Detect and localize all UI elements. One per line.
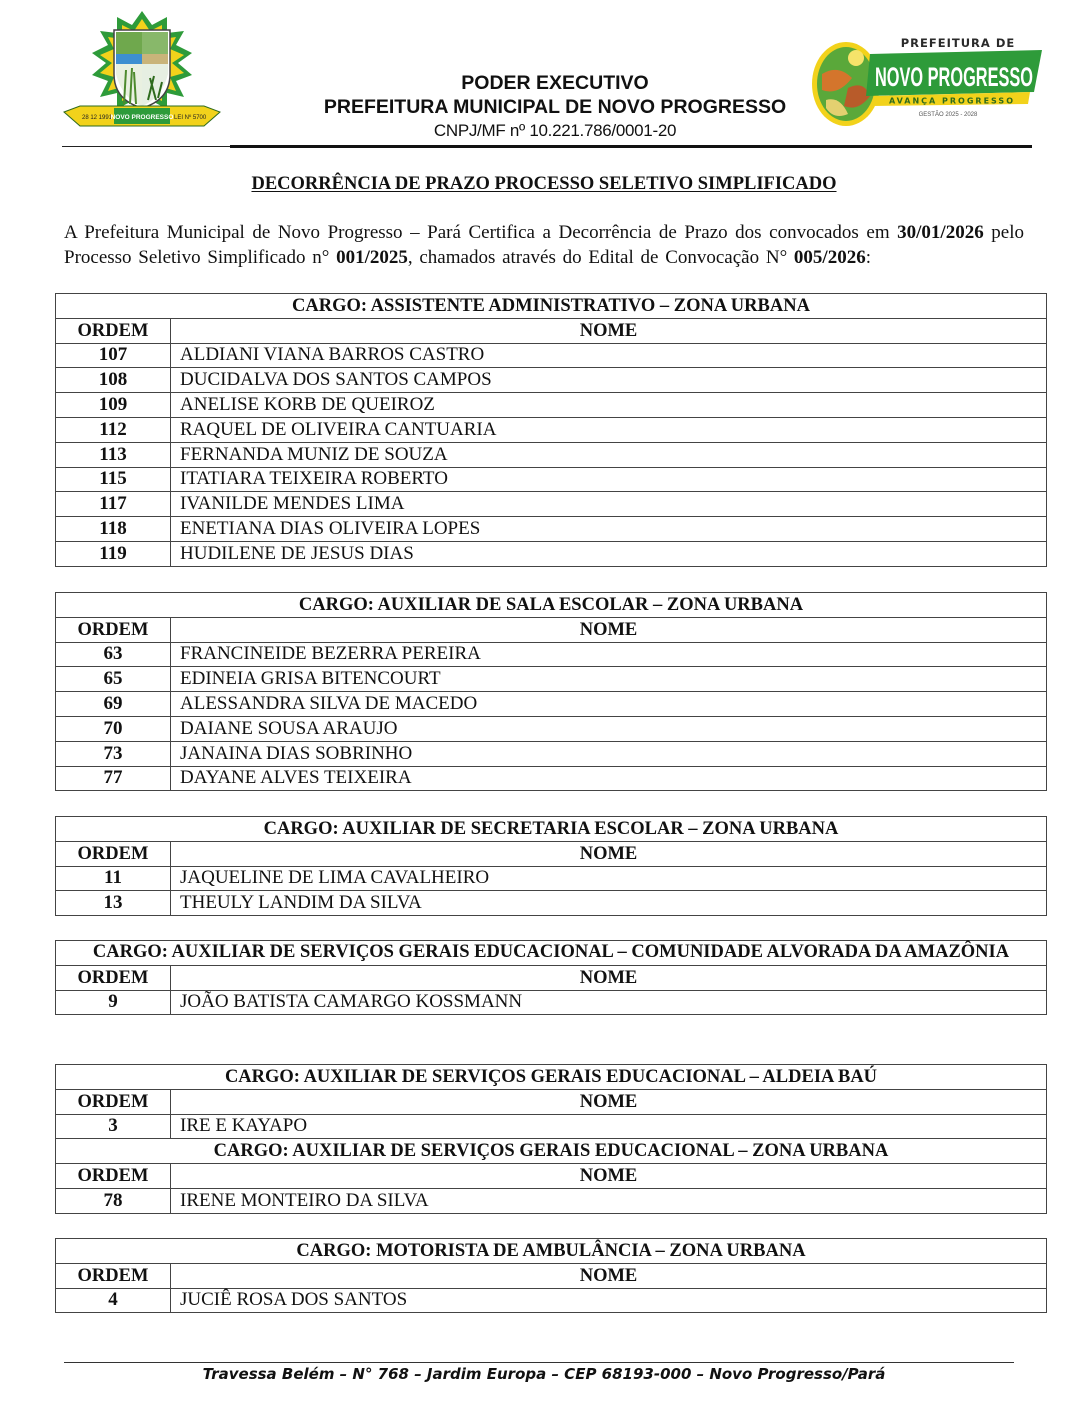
brand-logo-term: GESTÃO 2025 - 2028 [918, 112, 978, 118]
cell-ordem: 117 [56, 492, 171, 517]
table-motorista-ambulancia [55, 1238, 1047, 1313]
table-row [56, 393, 1047, 418]
crest-banner-law: LEI Nº 5700 [174, 115, 207, 121]
brand-logo-slogan: AVANÇA PROGRESSO [888, 96, 1016, 106]
table-row [56, 1288, 1047, 1313]
cargo-header: CARGO: AUXILIAR DE SECRETARIA ESCOLAR – ZONA URBANA [56, 817, 1047, 842]
column-header-ordem: ORDEM [56, 1263, 171, 1288]
brand-logo-top-text: PREFEITURA DE [900, 36, 1016, 50]
column-header-nome: NOME [171, 318, 1047, 343]
table-row [56, 1188, 1047, 1213]
cell-nome: ITATIARA TEIXEIRA ROBERTO [171, 467, 1047, 492]
table-row [56, 417, 1047, 442]
cell-nome: FRANCINEIDE BEZERRA PEREIRA [171, 642, 1047, 667]
column-header-nome: NOME [171, 1263, 1047, 1288]
cell-ordem: 119 [56, 541, 171, 566]
cell-ordem: 108 [56, 368, 171, 393]
document-title: DECORRÊNCIA DE PRAZO PROCESSO SELETIVO SIMPLIFICADO [251, 174, 837, 194]
table-row [56, 368, 1047, 393]
cell-nome: THEULY LANDIM DA SILVA [171, 891, 1047, 916]
column-header-ordem: ORDEM [56, 617, 171, 642]
cell-ordem: 118 [56, 517, 171, 542]
cell-ordem: 77 [56, 766, 171, 791]
cell-nome: EDINEIA GRISA BITENCOURT [171, 667, 1047, 692]
cell-ordem: 3 [56, 1114, 171, 1139]
cargo-header-zona-urbana: CARGO: AUXILIAR DE SERVIÇOS GERAIS EDUCACIONAL – ZONA URBANA [56, 1139, 1047, 1164]
column-header-ordem: ORDEM [56, 965, 171, 990]
header-title-prefeitura: PREFEITURA MUNICIPAL DE NOVO PROGRESSO [323, 96, 787, 118]
cell-nome: JUCIÊ ROSA DOS SANTOS [171, 1288, 1047, 1313]
cell-ordem: 4 [56, 1288, 171, 1313]
cell-nome: FERNANDA MUNIZ DE SOUZA [171, 442, 1047, 467]
municipal-crest-logo [62, 8, 222, 132]
intro-text-4: : [865, 246, 871, 268]
intro-text-1: A Prefeitura Municipal de Novo Progresso – Pará Certifica a Decorrência de Prazo dos convocados em [64, 222, 898, 243]
table-auxiliar-secretaria-escolar [55, 816, 1047, 916]
cargo-header: CARGO: ASSISTENTE ADMINISTRATIVO – ZONA URBANA [56, 294, 1047, 319]
cell-ordem: 109 [56, 393, 171, 418]
crest-icon [62, 8, 222, 132]
column-header-ordem: ORDEM [56, 841, 171, 866]
cell-ordem: 63 [56, 642, 171, 667]
cell-nome: ENETIANA DIAS OLIVEIRA LOPES [171, 517, 1047, 542]
cell-nome: ALESSANDRA SILVA DE MACEDO [171, 692, 1047, 717]
crest-banner-name: NOVO PROGRESSO [110, 114, 174, 121]
cell-nome: JANAINA DIAS SOBRINHO [171, 741, 1047, 766]
cell-ordem: 78 [56, 1188, 171, 1213]
cell-ordem: 9 [56, 990, 171, 1015]
intro-process-number: 001/2025 [336, 246, 408, 268]
crest-banner-date: 28 12 1991 [82, 115, 113, 121]
column-header-ordem: ORDEM [56, 1164, 171, 1189]
cell-nome: IVANILDE MENDES LIMA [171, 492, 1047, 517]
cell-nome: DUCIDALVA DOS SANTOS CAMPOS [171, 368, 1047, 393]
header-divider-right [230, 145, 1032, 148]
cargo-header: CARGO: MOTORISTA DE AMBULÂNCIA – ZONA URBANA [56, 1239, 1047, 1264]
intro-text-2: pelo Processo Seletivo Simplificado n° [64, 222, 1024, 268]
table-assistente-administrativo [55, 293, 1047, 567]
cell-ordem: 115 [56, 467, 171, 492]
intro-paragraph [64, 221, 1024, 270]
table-row [56, 492, 1047, 517]
brand-logo-icon [808, 34, 1044, 130]
table-row [56, 667, 1047, 692]
cell-nome: HUDILENE DE JESUS DIAS [171, 541, 1047, 566]
cell-nome: DAIANE SOUSA ARAUJO [171, 716, 1047, 741]
intro-edital-number: 005/2026 [793, 246, 866, 268]
cargo-header: CARGO: AUXILIAR DE SERVIÇOS GERAIS EDUCACIONAL – ALDEIA BAÚ [56, 1065, 1047, 1090]
cell-nome: RAQUEL DE OLIVEIRA CANTUARIA [171, 417, 1047, 442]
cell-nome: IRE E KAYAPO [171, 1114, 1047, 1139]
cell-nome: ALDIANI VIANA BARROS CASTRO [171, 343, 1047, 368]
table-row [56, 343, 1047, 368]
cell-nome: ANELISE KORB DE QUEIROZ [171, 393, 1047, 418]
intro-text-3: , chamados através do Edital de Convocação N° [407, 246, 794, 268]
table-row [56, 642, 1047, 667]
table-row [56, 442, 1047, 467]
header-divider-left [62, 146, 230, 147]
footer-divider [64, 1362, 1014, 1363]
column-header-nome: NOME [171, 617, 1047, 642]
cell-ordem: 65 [56, 667, 171, 692]
intro-date: 30/01/2026 [897, 222, 984, 243]
table-servicos-gerais-alvorada [55, 940, 1047, 1015]
column-header-nome: NOME [171, 841, 1047, 866]
cell-ordem: 13 [56, 891, 171, 916]
cell-nome: JOÃO BATISTA CAMARGO KOSSMANN [171, 990, 1047, 1015]
table-row [56, 1114, 1047, 1139]
cell-ordem: 107 [56, 343, 171, 368]
column-header-nome: NOME [171, 1164, 1047, 1189]
column-header-nome: NOME [171, 1089, 1047, 1114]
column-header-ordem: ORDEM [56, 1089, 171, 1114]
table-row [56, 891, 1047, 916]
cargo-header: CARGO: AUXILIAR DE SERVIÇOS GERAIS EDUCACIONAL – COMUNIDADE ALVORADA DA AMAZÔNIA [56, 941, 1047, 966]
cell-nome: IRENE MONTEIRO DA SILVA [171, 1188, 1047, 1213]
table-row [56, 467, 1047, 492]
table-servicos-gerais-aldeia-bau [55, 1064, 1047, 1214]
column-header-ordem: ORDEM [56, 318, 171, 343]
table-row [56, 716, 1047, 741]
header-title-poder-executivo: PODER EXECUTIVO [461, 72, 649, 94]
table-row [56, 866, 1047, 891]
table-row [56, 541, 1047, 566]
cell-ordem: 70 [56, 716, 171, 741]
table-row [56, 990, 1047, 1015]
table-row [56, 517, 1047, 542]
brand-logo-main-text: NOVO PROGRESSO [875, 62, 1033, 92]
header-cnpj: CNPJ/MF nº 10.221.786/0001-20 [433, 121, 677, 140]
cell-ordem: 113 [56, 442, 171, 467]
footer-address: Travessa Belém – N° 768 – Jardim Europa – CEP 68193-000 – Novo Progresso/Pará [202, 1365, 886, 1383]
cargo-header: CARGO: AUXILIAR DE SALA ESCOLAR – ZONA URBANA [56, 593, 1047, 618]
table-row [56, 741, 1047, 766]
prefeitura-brand-logo [808, 34, 1044, 130]
cell-nome: JAQUELINE DE LIMA CAVALHEIRO [171, 866, 1047, 891]
table-auxiliar-sala-escolar [55, 592, 1047, 791]
cell-ordem: 112 [56, 417, 171, 442]
table-row [56, 692, 1047, 717]
cell-ordem: 69 [56, 692, 171, 717]
cell-ordem: 11 [56, 866, 171, 891]
column-header-nome: NOME [171, 965, 1047, 990]
cell-ordem: 73 [56, 741, 171, 766]
table-row [56, 766, 1047, 791]
cell-nome: DAYANE ALVES TEIXEIRA [171, 766, 1047, 791]
